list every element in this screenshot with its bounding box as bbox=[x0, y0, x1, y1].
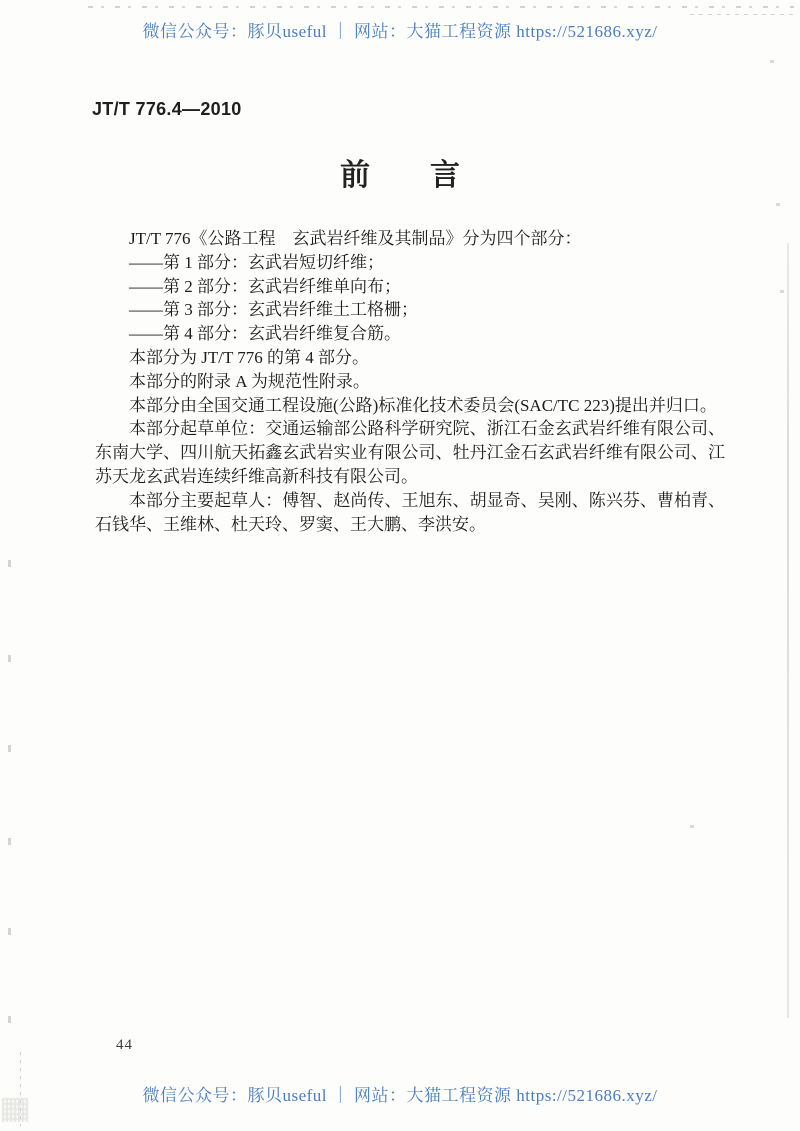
doc-number: JT/T 776.4—2010 bbox=[92, 99, 242, 119]
scan-artifact-left-dash bbox=[8, 928, 11, 935]
paragraph-drafters: 本部分主要起草人：傅智、赵尚传、王旭东、胡显奇、吴刚、陈兴芬、曹柏青、石钱华、王维林、杜天玲、罗窦、王大鹏、李洪安。 bbox=[95, 490, 725, 534]
foreword-body bbox=[95, 227, 725, 536]
scan-artifact-top-line-2 bbox=[690, 14, 796, 15]
paragraph-part1: ——第 1 部分：玄武岩短切纤维； bbox=[129, 252, 384, 272]
paragraph-part4: ——第 4 部分：玄武岩纤维复合筋。 bbox=[129, 324, 401, 344]
scan-artifact-left-dash bbox=[8, 745, 11, 752]
paragraph-part2: ——第 2 部分：玄武岩纤维单向布； bbox=[129, 276, 401, 296]
paragraph-scope: JT/T 776《公路工程 玄武岩纤维及其制品》分为四个部分： bbox=[129, 229, 582, 248]
page-number: 44 bbox=[116, 1037, 133, 1053]
scan-artifact-speck bbox=[776, 203, 780, 206]
paragraph-committee: 本部分由全国交通工程设施(公路)标准化技术委员会(SAC/TC 223)提出并归口。 bbox=[129, 395, 717, 415]
watermark-top: 微信公众号：豚贝useful ｜ 网站：大猫工程资源 https://521686.xyz/ bbox=[142, 22, 658, 41]
scan-artifact-left-dash bbox=[8, 838, 11, 845]
paragraph-drafting-organizations: 本部分起草单位：交通运输部公路科学研究院、浙江石金玄武岩纤维有限公司、东南大学、四川航天拓鑫玄武岩实业有限公司、牡丹江金石玄武岩纤维有限公司、江苏天龙玄武岩连续纤维高新科技有限公司。 bbox=[95, 419, 725, 486]
scan-artifact-speck bbox=[770, 60, 774, 63]
scan-artifact-left-dash bbox=[8, 655, 11, 662]
scan-artifact-top-line bbox=[88, 6, 794, 8]
scan-artifact-left-dash bbox=[8, 560, 11, 567]
watermark-bottom: 微信公众号：豚贝useful ｜ 网站：大猫工程资源 https://521686.xyz/ bbox=[142, 1086, 658, 1105]
scan-artifact-left-dash bbox=[8, 1016, 11, 1023]
foreword-title: 前 言 bbox=[340, 159, 460, 192]
paragraph-this-part: 本部分为 JT/T 776 的第 4 部分。 bbox=[129, 347, 370, 367]
paragraph-annex: 本部分的附录 A 为规范性附录。 bbox=[129, 371, 370, 391]
paragraph-part3: ——第 3 部分：玄武岩纤维土工格栅； bbox=[129, 300, 418, 320]
scan-artifact-speck bbox=[780, 290, 784, 293]
scan-artifact-speck bbox=[690, 825, 694, 828]
scan-artifact-right-edge-line bbox=[787, 243, 789, 1018]
